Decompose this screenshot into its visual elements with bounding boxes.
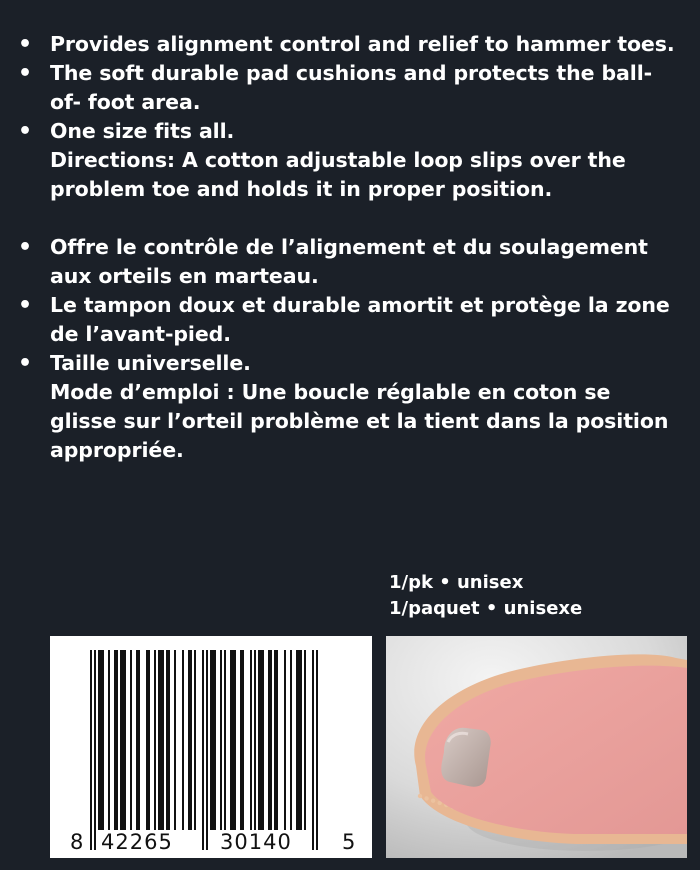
barcode-bar bbox=[206, 650, 208, 850]
barcode-digits-left: 42265 bbox=[101, 830, 173, 854]
product-image bbox=[386, 636, 687, 858]
barcode-bar bbox=[304, 650, 306, 830]
hammer-toe-pad-image bbox=[386, 636, 687, 858]
pad-scallop bbox=[424, 796, 428, 800]
pad-scallop bbox=[418, 794, 422, 798]
barcode-bar bbox=[136, 650, 140, 830]
bullet-english-pad: • The soft durable pad cushions and protects the ball- of- foot area. bbox=[0, 59, 700, 117]
barcode-bar bbox=[154, 650, 156, 830]
barcode-bar bbox=[182, 650, 184, 830]
barcode-bar bbox=[202, 650, 204, 850]
barcode-leading-digit: 8 bbox=[70, 830, 84, 854]
pack-info-french: 1/paquet • unisexe bbox=[389, 598, 583, 619]
barcode-bar bbox=[108, 650, 110, 830]
language-separator bbox=[0, 204, 700, 233]
pack-info bbox=[389, 570, 582, 622]
barcode-bar bbox=[274, 650, 278, 830]
barcode-bar bbox=[284, 650, 286, 830]
barcode-bar bbox=[258, 650, 264, 830]
barcode-bar bbox=[268, 650, 272, 830]
french-bullets bbox=[0, 233, 700, 465]
barcode-bar bbox=[290, 650, 292, 830]
pack-info-english: 1/pk • unisex bbox=[389, 572, 524, 593]
barcode-guard-bar bbox=[316, 650, 318, 850]
barcode-bar bbox=[230, 650, 236, 830]
barcode-bar bbox=[224, 650, 226, 830]
barcode-bar bbox=[210, 650, 216, 830]
barcode-guard-bar bbox=[94, 650, 96, 850]
product-description bbox=[0, 30, 700, 465]
barcode-bar bbox=[130, 650, 132, 830]
english-bullets bbox=[0, 30, 700, 204]
barcode-bar bbox=[166, 650, 170, 830]
barcode-guard-bar bbox=[90, 650, 92, 850]
barcode-bar bbox=[146, 650, 150, 830]
barcode-digits-right: 30140 bbox=[220, 830, 292, 854]
barcode-bar bbox=[114, 650, 118, 830]
barcode-bar bbox=[296, 650, 302, 830]
barcode-bar bbox=[250, 650, 252, 830]
bullet-french-size-directions: • Taille universelle. Mode d’emploi : Une boucle réglable en coton se glisse sur l’orteil problème et la tient dans la position appropriée. bbox=[0, 349, 700, 465]
barcode-bar bbox=[220, 650, 222, 830]
barcode-check-digit: 5 bbox=[342, 830, 356, 854]
barcode-bar bbox=[254, 650, 256, 830]
bullet-english-alignment: • Provides alignment control and relief to hammer toes. bbox=[0, 30, 700, 59]
barcode-bar bbox=[158, 650, 164, 830]
bullet-french-pad: • Le tampon doux et durable amortit et protège la zone de l’avant-pied. bbox=[0, 291, 700, 349]
bullet-english-size-directions: • One size fits all. Directions: A cotton adjustable loop slips over the problem toe and holds it in proper position. bbox=[0, 117, 700, 204]
cotton-loop bbox=[441, 728, 490, 787]
barcode-bar bbox=[98, 650, 104, 830]
barcode-bar bbox=[240, 650, 244, 830]
barcode-bar bbox=[194, 650, 196, 830]
barcode-bar bbox=[188, 650, 192, 830]
pad-scallop bbox=[431, 799, 435, 803]
barcode-bars bbox=[50, 636, 372, 858]
barcode-guard-bar bbox=[312, 650, 314, 850]
barcode bbox=[50, 636, 372, 858]
barcode-bar bbox=[174, 650, 176, 830]
barcode-bar bbox=[120, 650, 126, 830]
bullet-french-alignment: • Offre le contrôle de l’alignement et du soulagement aux orteils en marteau. bbox=[0, 233, 700, 291]
